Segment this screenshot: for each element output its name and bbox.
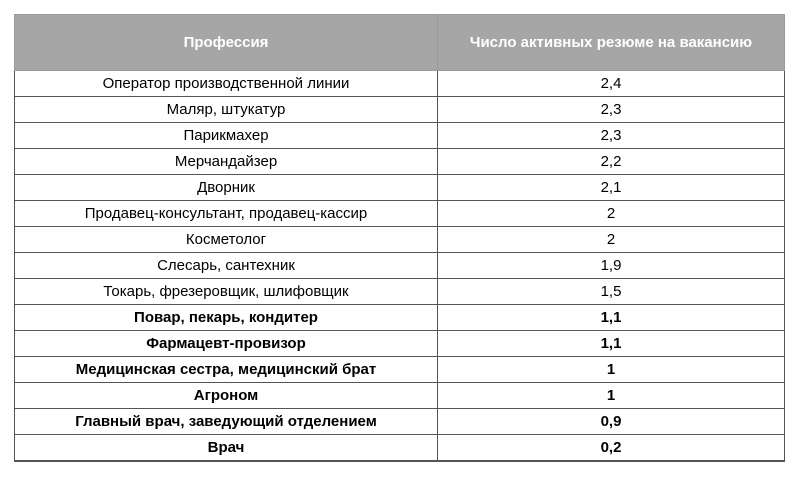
cell-profession: Маляр, штукатур xyxy=(15,97,438,123)
header-resume-count: Число активных резюме на вакансию xyxy=(438,15,785,71)
table-row xyxy=(15,149,785,175)
cell-resume-count: 2,3 xyxy=(438,123,785,149)
table-row xyxy=(15,409,785,435)
cell-profession: Главный врач, заведующий отделением xyxy=(15,409,438,435)
cell-resume-count: 0,2 xyxy=(438,435,785,462)
table-row xyxy=(15,331,785,357)
cell-profession: Оператор производственной линии xyxy=(15,71,438,97)
cell-resume-count: 2,1 xyxy=(438,175,785,201)
table-row xyxy=(15,175,785,201)
cell-resume-count: 1 xyxy=(438,383,785,409)
table-row xyxy=(15,71,785,97)
table-row xyxy=(15,201,785,227)
cell-resume-count: 2,3 xyxy=(438,97,785,123)
cell-resume-count: 2,2 xyxy=(438,149,785,175)
cell-resume-count: 2 xyxy=(438,201,785,227)
cell-profession: Медицинская сестра, медицинский брат xyxy=(15,357,438,383)
cell-profession: Парикмахер xyxy=(15,123,438,149)
cell-profession: Мерчандайзер xyxy=(15,149,438,175)
cell-resume-count: 2 xyxy=(438,227,785,253)
table-row xyxy=(15,123,785,149)
table-row xyxy=(15,279,785,305)
table-row xyxy=(15,227,785,253)
table-header-row xyxy=(15,15,785,71)
table-row xyxy=(15,253,785,279)
cell-profession: Врач xyxy=(15,435,438,462)
cell-profession: Токарь, фрезеровщик, шлифовщик xyxy=(15,279,438,305)
cell-profession: Агроном xyxy=(15,383,438,409)
table-body xyxy=(15,71,785,462)
cell-profession: Повар, пекарь, кондитер xyxy=(15,305,438,331)
cell-resume-count: 1,1 xyxy=(438,305,785,331)
cell-resume-count: 1,1 xyxy=(438,331,785,357)
table-row xyxy=(15,97,785,123)
resume-per-vacancy-table xyxy=(14,14,785,462)
cell-resume-count: 0,9 xyxy=(438,409,785,435)
table-row xyxy=(15,435,785,462)
cell-profession: Слесарь, сантехник xyxy=(15,253,438,279)
table-container xyxy=(14,14,785,462)
cell-resume-count: 2,4 xyxy=(438,71,785,97)
cell-profession: Продавец-консультант, продавец-кассир xyxy=(15,201,438,227)
cell-resume-count: 1,9 xyxy=(438,253,785,279)
table-row xyxy=(15,357,785,383)
cell-profession: Фармацевт-провизор xyxy=(15,331,438,357)
cell-profession: Дворник xyxy=(15,175,438,201)
table-row xyxy=(15,305,785,331)
table-row xyxy=(15,383,785,409)
cell-profession: Косметолог xyxy=(15,227,438,253)
cell-resume-count: 1 xyxy=(438,357,785,383)
cell-resume-count: 1,5 xyxy=(438,279,785,305)
header-profession: Профессия xyxy=(15,15,438,71)
